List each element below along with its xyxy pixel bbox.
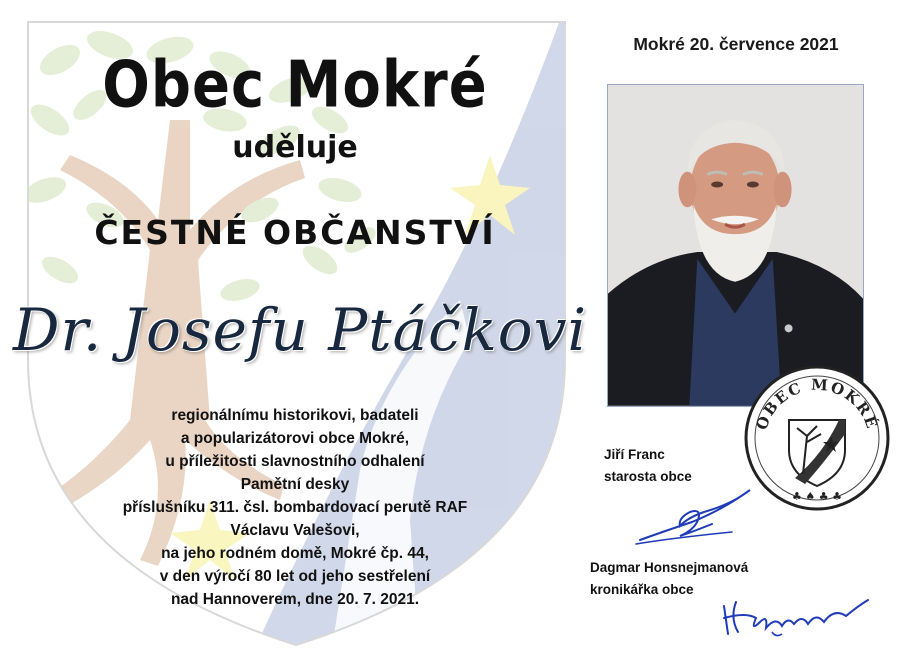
seal-text: OBEC MOKRÉ	[752, 375, 882, 433]
citation-line: a popularizátorovi obce Mokré,	[180, 430, 410, 447]
portrait-photo	[607, 84, 864, 407]
citation-line: regionálnímu historikovi, badateli	[171, 407, 419, 424]
signatory-role: kronikářka obce	[590, 582, 694, 597]
citation-line: Václavu Valešovi,	[230, 522, 360, 539]
citation-line: na jeho rodném domě, Mokré čp. 44,	[161, 545, 429, 562]
svg-text:♣ ♠ ♣ ♣: ♣ ♠ ♣ ♣	[792, 490, 842, 503]
citation-line: Pamětní desky	[240, 476, 350, 493]
citation-line: u příležitosti slavnostního odhalení	[165, 453, 425, 470]
award-title: ČESTNÉ OBČANSTVÍ	[94, 213, 496, 252]
signatory-role: starosta obce	[604, 469, 692, 484]
citation-line: nad Hannoverem, dne 20. 7. 2021.	[170, 591, 420, 608]
municipal-seal-icon	[743, 364, 891, 512]
action-word: uděluje	[232, 130, 358, 165]
citation-line: příslušníku 311. čsl. bombardovací perutě RAF	[122, 499, 468, 516]
portrait-photo-icon	[608, 85, 863, 406]
citation-text	[120, 404, 470, 611]
signatory-name: Jiří Franc	[604, 447, 665, 462]
citation-line: v den výročí 80 let od jeho sestřelení	[159, 568, 431, 585]
issuer-title: Obec Mokré	[102, 48, 488, 123]
signature-icon	[716, 592, 876, 640]
issue-date: Mokré 20. července 2021	[633, 34, 839, 54]
recipient-name: Dr. Josefu Ptáčkovi	[12, 296, 588, 364]
signatory-name: Dagmar Honsnejmanová	[590, 560, 749, 575]
signature-icon	[632, 482, 762, 548]
